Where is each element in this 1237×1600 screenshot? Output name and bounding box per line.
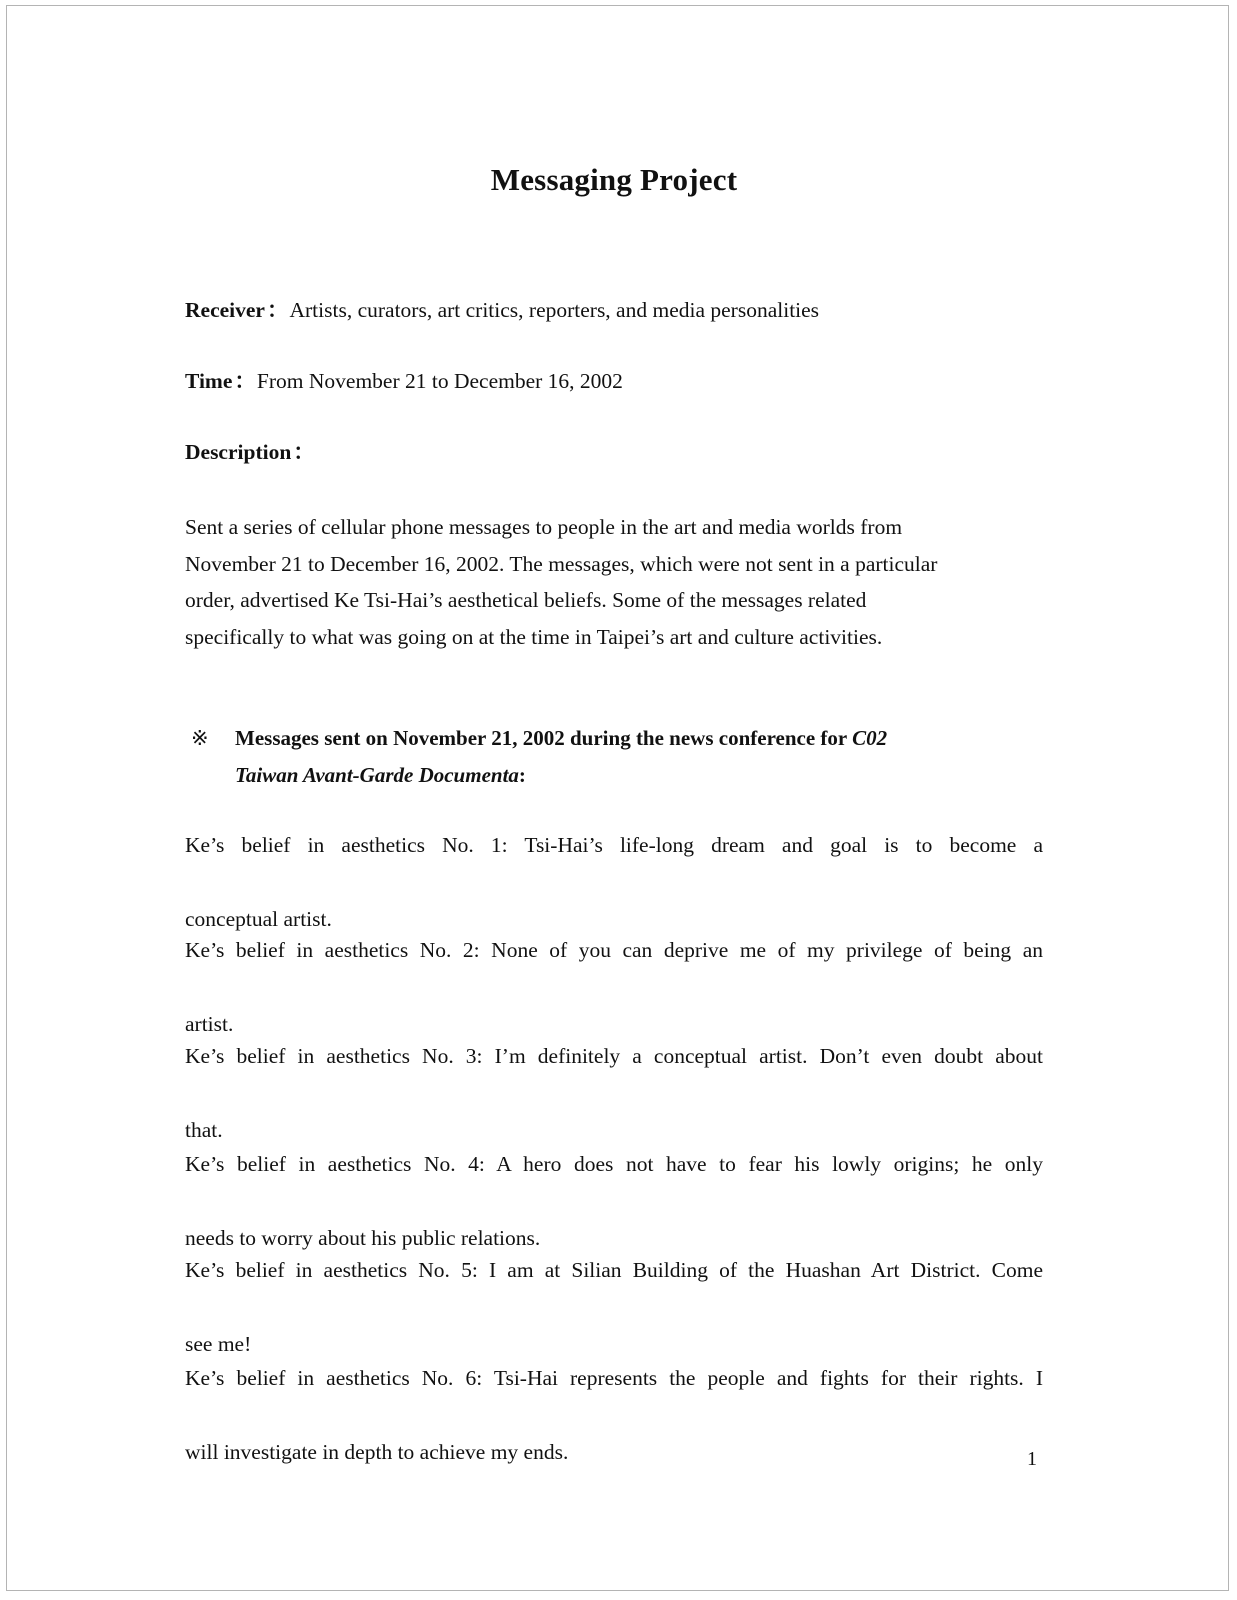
belief-line: needs to worry about his public relations.	[185, 1226, 541, 1250]
field-time-value: From November 21 to December 16, 2002	[256, 369, 623, 393]
belief-line: Ke’s belief in aesthetics No. 2: None of you can deprive me of my privilege of being an	[185, 938, 1043, 962]
field-receiver-label: Receiver	[185, 298, 265, 322]
field-description	[185, 439, 1043, 466]
description-line: November 21 to December 16, 2002. The messages, which were not sent in a particular	[185, 551, 938, 576]
belief-statement	[185, 1146, 1043, 1257]
field-time-label: Time	[185, 369, 233, 393]
section-heading-work-title-part2: Taiwan Avant-Garde Documenta	[235, 763, 519, 787]
section-heading-line1	[235, 720, 1031, 757]
belief-line: Ke’s belief in aesthetics No. 6: Tsi-Hai represents the people and fights for their rights. I	[185, 1366, 1043, 1390]
belief-line: see me!	[185, 1332, 252, 1356]
belief-line: will investigate in depth to achieve my ends.	[185, 1440, 569, 1464]
field-description-label: Description	[185, 440, 292, 464]
section-heading-line2	[235, 757, 1031, 794]
field-receiver-value: Artists, curators, art critics, reporters, and media personalities	[289, 298, 820, 322]
field-description-colon: ：	[293, 440, 315, 464]
scanned-page-sheet	[6, 5, 1229, 1591]
description-line: order, advertised Ke Tsi-Hai’s aesthetical beliefs. Some of the messages related	[185, 588, 867, 612]
belief-line: Ke’s belief in aesthetics No. 4: A hero does not have to fear his lowly origins; he only	[185, 1152, 1043, 1176]
description-line: specifically to what was going on at the time in Taipei’s art and culture activities.	[185, 624, 883, 649]
belief-statement	[185, 1038, 1043, 1149]
field-receiver-colon: ：	[266, 298, 289, 322]
page-title: Messaging Project	[490, 162, 738, 197]
field-receiver	[185, 297, 1043, 324]
description-line: Sent a series of cellular phone messages to people in the art and media worlds from	[185, 515, 903, 539]
belief-line: Ke’s belief in aesthetics No. 3: I’m definitely a conceptual artist. Don’t even doubt about	[185, 1044, 1043, 1068]
belief-line: artist.	[185, 1012, 234, 1036]
field-time	[185, 368, 1043, 395]
belief-statement	[185, 932, 1043, 1043]
field-time-colon: ：	[234, 369, 256, 393]
section-heading	[191, 720, 1031, 794]
belief-statement	[185, 827, 1043, 938]
belief-line: that.	[185, 1118, 223, 1142]
section-heading-prefix: Messages sent on November 21, 2002 during the news conference for	[235, 726, 853, 750]
belief-statement	[185, 1252, 1043, 1363]
reference-mark-icon: ※	[191, 726, 209, 750]
belief-line: conceptual artist.	[185, 907, 332, 931]
description-paragraph	[185, 509, 985, 655]
page-number: 1	[1027, 1448, 1037, 1470]
section-heading-suffix: :	[518, 763, 526, 787]
belief-line: Ke’s belief in aesthetics No. 5: I am at Silian Building of the Huashan Art District. Come	[185, 1258, 1043, 1282]
section-heading-work-title-part1: C02	[852, 726, 888, 750]
belief-line: Ke’s belief in aesthetics No. 1: Tsi-Hai’s life-long dream and goal is to become a	[185, 833, 1043, 857]
